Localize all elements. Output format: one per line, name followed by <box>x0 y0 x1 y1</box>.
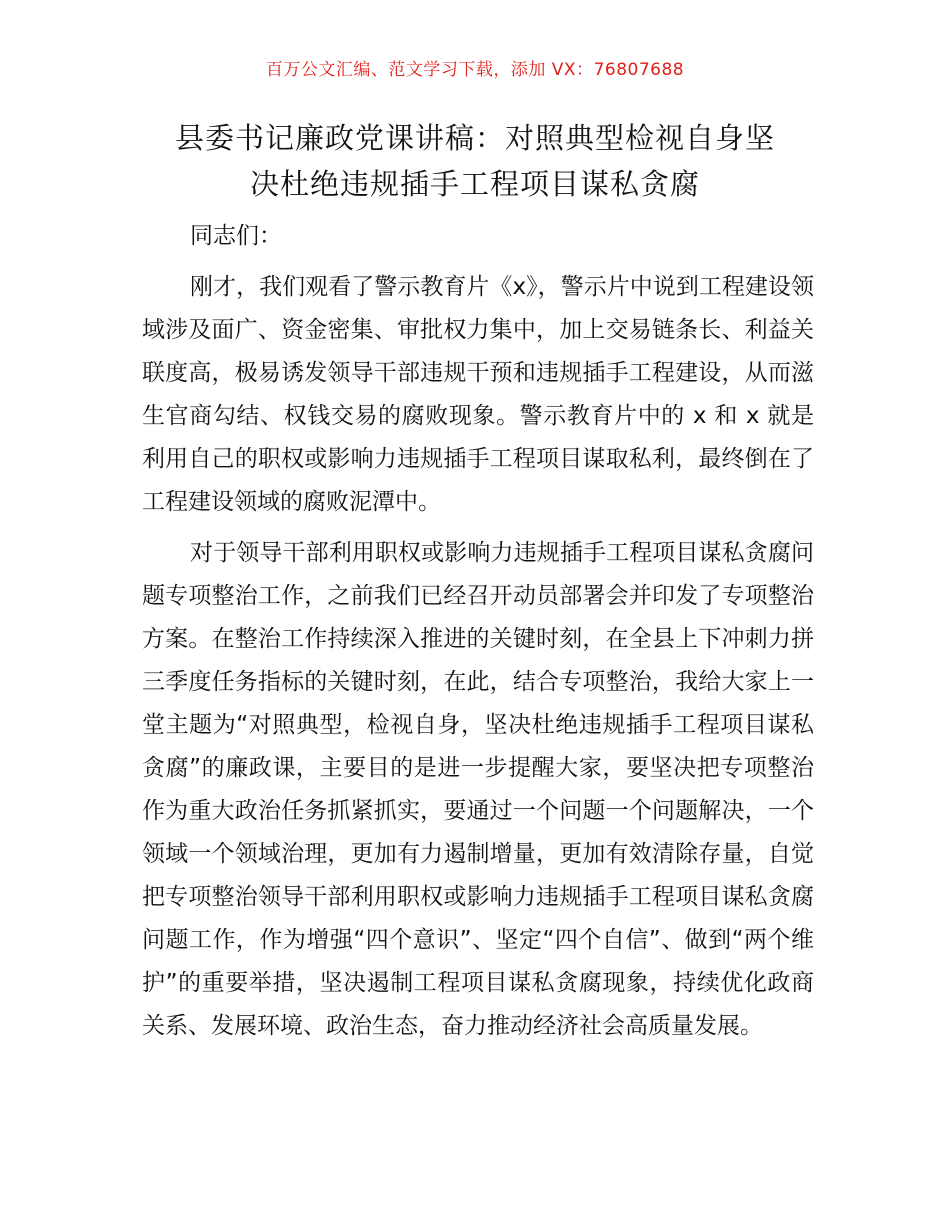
greeting: 同志们： <box>190 223 282 249</box>
title-line-1: 县委书记廉政党课讲稿：对照典型检视自身坚 <box>174 121 775 155</box>
header-watermark-note: 百万公文汇编、范文学习下载，添加 VX：76807688 <box>265 60 685 80</box>
paragraph-1: 刚才，我们观看了警示教育片《x》，警示片中说到工程建设领域涉及面广、资金密集、审批权力集中，加上交易链条长、利益关联度高，极易诱发领导干部违规干预和违规插手工程建设，从而滋生官商勾结、权钱交易的腐败现象。警示教育片中的 x 和 x 就是利用自己的职权或影响力违规插手工程项目谋取私利，最终倒在了工程建设领域的腐败泥潭中。 <box>142 274 814 515</box>
title-line-2: 决杜绝违规插手工程项目谋私贪腐 <box>249 167 700 201</box>
document-title <box>135 115 815 207</box>
paragraph-2: 对于领导干部利用职权或影响力违规插手工程项目谋私贪腐问题专项整治工作，之前我们已经召开动员部署会并印发了专项整治方案。在整治工作持续深入推进的关键时刻，在全县上下冲刺力拼三季度任务指标的关键时刻，在此，结合专项整治，我给大家上一堂主题为“对照典型，检视自身，坚决杜绝违规插手工程项目谋私贪腐”的廉政课，主要目的是进一步提醒大家，要坚决把专项整治作为重大政治任务抓紧抓实，要通过一个问题一个问题解决，一个领域一个领域治理，更加有力遏制增量，更加有效清除存量，自觉把专项整治领导干部利用职权或影响力违规插手工程项目谋私贪腐问题工作，作为增强“四个意识”、坚定“四个自信”、做到“两个维护”的重要举措，坚决遏制工程项目谋私贪腐现象，持续优化政商关系、发展环境、政治生态，奋力推动经济社会高质量发展。 <box>142 540 814 1039</box>
document-body <box>142 214 814 1056</box>
